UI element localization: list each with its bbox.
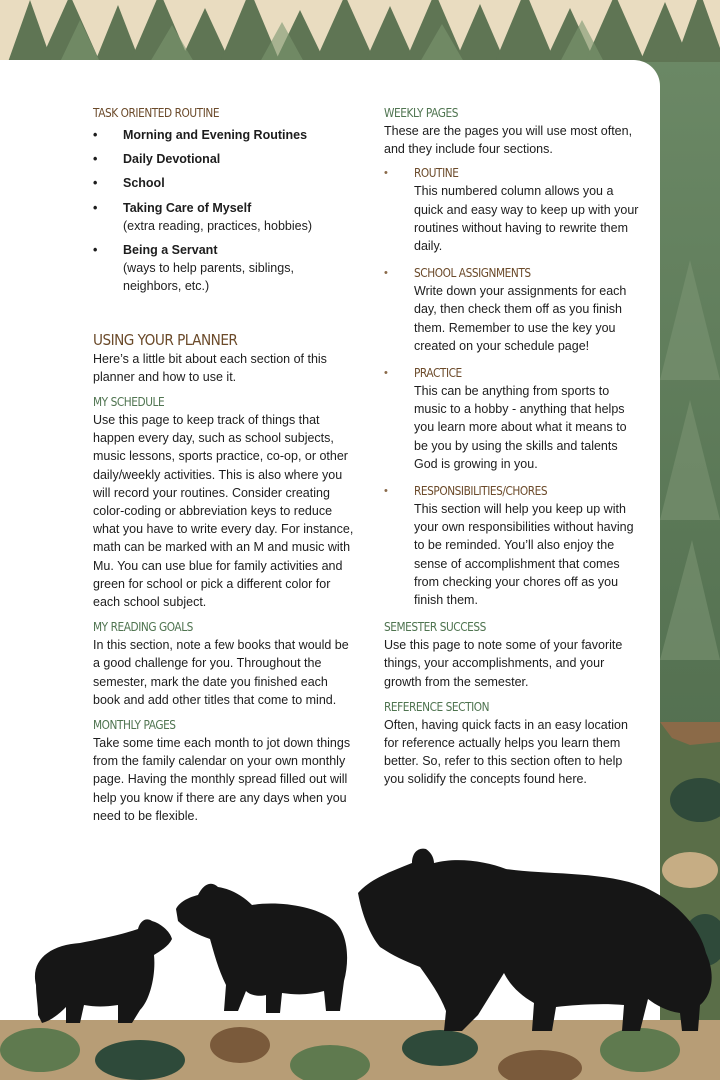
weekly-pages-heading: WEEKLY PAGES — [384, 106, 459, 120]
list-item: • Taking Care of Myself (extra reading, practices, hobbies) — [93, 200, 312, 233]
list-item: • RESPONSIBILITIES/CHORES This section will help you keep up with your own responsibilities without having to be reminded. You’ll also enjoy the sense of accomplishment that comes from checking your chores off as you finish them. — [384, 484, 634, 608]
list-item: • Daily Devotional — [93, 152, 221, 167]
list-item: • Morning and Evening Routines — [93, 128, 308, 142]
list-item: • SCHOOL ASSIGNMENTS Write down your assignments for each day, then check them off as you finish them. Remember to use the key you created on your schedule page! — [384, 266, 627, 353]
right-column — [384, 104, 640, 789]
reference-section-heading: REFERENCE SECTION — [384, 699, 490, 714]
my-schedule-text: Use this page to keep track of things that happen every day, such as school subjects, music lessons, sports practice, co-op, or other daily/weekly activities. This is also where you will record your routines. Consider creating color-coding or abbreviation keys to reduce what you have to write every day. For instance, math can be marked with an M and music with Mu. You can use blue for family activities and green for school or pick a different color for each school subject. — [93, 413, 354, 610]
using-intro-text: Here’s a little bit about each section of this planner and how to use it. — [93, 351, 327, 384]
reference-section-text: Often, having quick facts in an easy location for reference actually helps you learn them better. So, refer to this section often to help you solidify the concepts found here. — [384, 717, 628, 787]
my-schedule-heading: MY SCHEDULE — [93, 395, 165, 410]
list-item: • School — [93, 176, 165, 191]
semester-success-text: Use this page to note some of your favorite things, your accomplishments, and your growth from the semester. — [384, 638, 623, 689]
list-item: • PRACTICE This can be anything from sports to music to a hobby - anything that helps you learn more about what it means to be you by using the skills and talents God is growing in you. — [384, 366, 627, 471]
monthly-pages-heading: MONTHLY PAGES — [93, 718, 176, 733]
reading-goals-text: In this section, note a few books that would be a good challenge for you. Throughout the semester, mark the date you finished each book and add other titles that come to mind. — [93, 638, 349, 707]
using-planner-heading: USING YOUR PLANNER — [93, 330, 238, 349]
reading-goals-heading: MY READING GOALS — [93, 620, 193, 635]
cub-bear-medium-icon — [176, 884, 347, 1013]
semester-success-heading: SEMESTER SUCCESS — [384, 620, 486, 635]
weekly-sections-list — [384, 164, 640, 609]
cub-bear-small-icon — [35, 919, 172, 1023]
bear-silhouettes — [0, 835, 720, 1045]
task-routine-heading: TASK ORIENTED ROUTINE — [93, 106, 220, 120]
monthly-pages-text: Take some time each month to jot down things from the family calendar on your own monthly page. Having the monthly spread filled out will help you know if there are any days when you need to be flexible. — [93, 736, 351, 823]
list-item: • ROUTINE This numbered column allows you a quick and easy way to keep up with your routines without having to rewrite them daily. — [384, 166, 639, 254]
left-column — [93, 104, 355, 825]
task-list — [93, 126, 355, 296]
adult-bear-icon — [358, 849, 712, 1031]
list-item: • Being a Servant (ways to help parents, siblings, neighbors, etc.) — [93, 243, 294, 294]
weekly-pages-text: These are the pages you will use most often, and they include four sections. — [384, 124, 633, 157]
